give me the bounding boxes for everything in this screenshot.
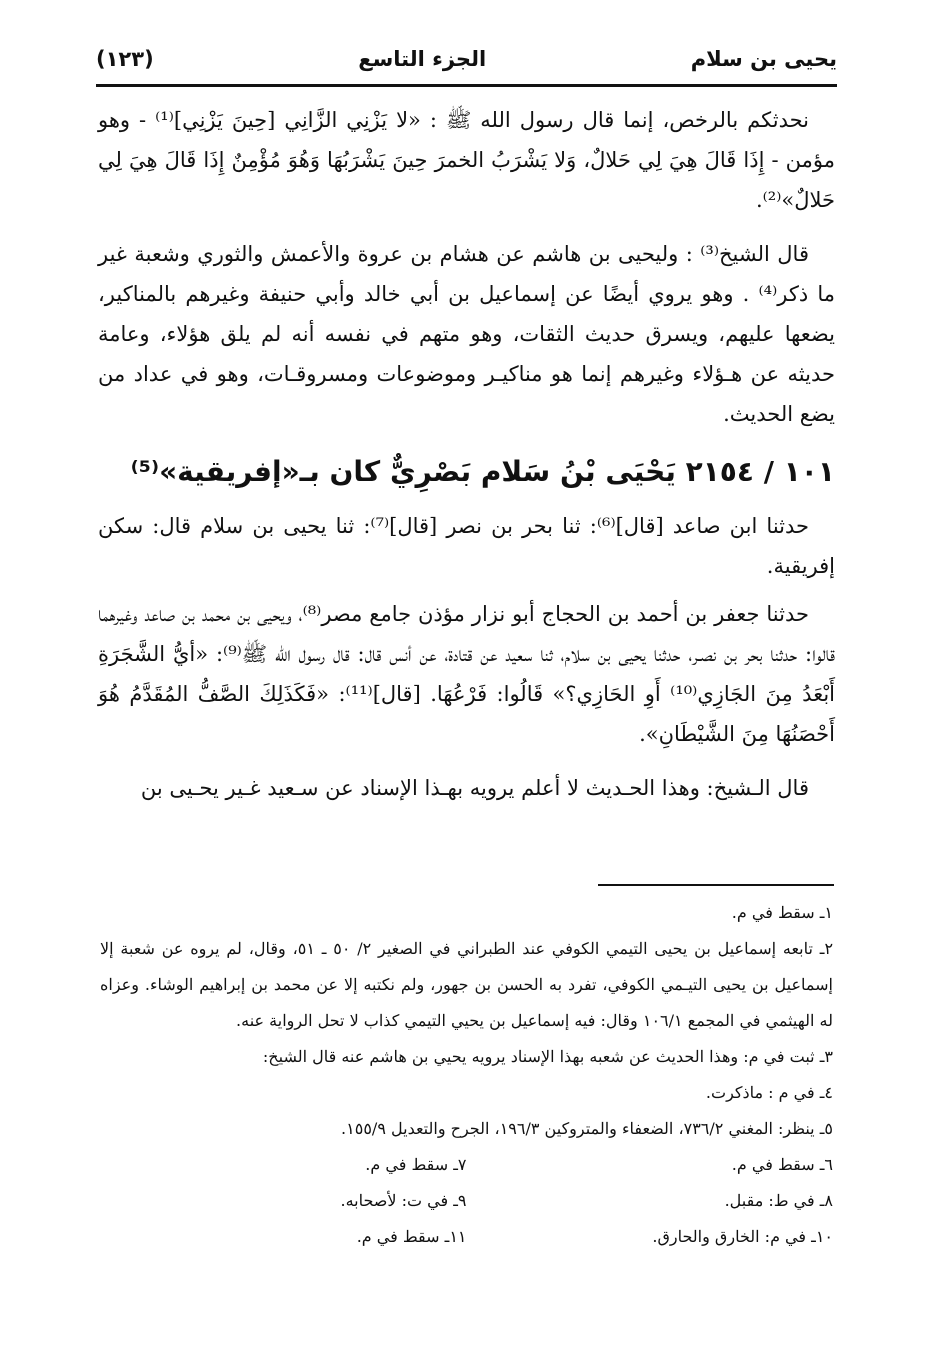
footnote-separator	[598, 884, 834, 886]
footnote: ٤ـ في م : ماذكرت.	[705, 1083, 833, 1102]
paragraph: قال الشيخ⁽³⁾ : وليحيى بن هاشم عن هشام بن عروة والأعمش والثوري وشعبة غير ما ذكر⁽⁴⁾ . وهو يروي أيضًا عن إسماعيل بن أبي خالد وأبي حنيفة وغيرهم بالمناكير، يضعها عليهم، ويسرق حديث الثقات، وهو متهم في نفسه أنه لم يلق هؤلاء، وعامة حديثه عن هـؤلاء وغيرهم إنما هو مناكيـر وموضوعات ومسروقـات، وهو في عداد من يضع الحديث.	[98, 242, 835, 426]
footnote: ١١ـ سقط في م.	[356, 1227, 467, 1246]
paragraph: حدثنا ابن صاعد [قال]⁽⁶⁾: ثنا بحر بن نصر [قال]⁽⁷⁾: ثنا يحيى بن سلام قال: سكن إفريقية.	[98, 514, 835, 578]
footnote: ٥ـ ينظر: المغني ٧٣٦/٢، الضعفاء والمتروكين ١٩٦/٣، الجرح والتعديل ١٥٥/٩.	[341, 1119, 833, 1138]
footnote: ٦ـ سقط في م.	[731, 1155, 833, 1174]
running-header	[96, 38, 837, 80]
footnote: ٢ـ تابعه إسماعيل بن يحيى التيمي الكوفي عند الطبراني في الصغير ٢/ ٥٠ ـ ٥١، وقال، لم يروه عن شعبة إلا إسماعيل بن يحيى التيـمي الكوفي، تفرد به الحسن بن جهور، ولم نكتبه إلا عن محمد بن إبراهيم الوشاء. وعزاه له الهيثمي في المجمع ١٠٦/١ وقال: فيه إسماعيل بن يحيي التيمي كذاب لا تحل الرواية عنه.	[100, 939, 834, 1030]
header-page-number: (١٢٣)	[96, 47, 154, 71]
footnote: ٩ـ في ت: لأصحابه.	[340, 1191, 467, 1210]
paragraph: حدثنا جعفر بن أحمد بن الحجاج أبو نزار مؤذن جامع مصر⁽⁸⁾، ويحيى بن محمد بن صاعد وغيرهما قالوا: حدثنا بحر بن نصـر، حدثنا يحيى بن سلام، ثنا سعيد عن قتادة، عن أنس قال: قال رسول الله ﷺ⁽⁹⁾: «أيُّ الشَّجَرَةِ أَبْعَدُ مِنَ الجَازِي⁽¹⁰⁾ أَوِ الحَازِي؟» قَالُوا: فَرْعُهَا. [قال]⁽¹¹⁾: «فَكَذَلِكَ الصَّفُّ المُقَدَّمُ هُوَ أَحْصَنُهَا مِنَ الشَّيْطَانِ».	[98, 602, 836, 746]
footnote: ٨ـ في ط: مقبل.	[724, 1191, 833, 1210]
paragraph: قال الـشيخ: وهذا الحـديث لا أعلم يرويه بهـذا الإسناد عن سـعيد غـير يحـيى بن	[140, 776, 809, 800]
footnote: ٣ـ ثبت في م: وهذا الحديث عن شعبه بهذا الإسناد يرويه يحيي بن هاشم عنه قال الشيخ:	[262, 1047, 833, 1066]
footnote: ١ـ سقط في م.	[731, 903, 833, 922]
footnote: ٧ـ سقط في م.	[365, 1155, 467, 1174]
paragraph: نحدثكم بالرخص، إنما قال رسول الله ﷺ : «لا يَزْنِي الزَّانِي [حِينَ يَزْنِي]⁽¹⁾ - وهو مؤمن - إِذَا قَالَ هِيَ لِي حَلالٌ، وَلا يَشْرَبُ الخمرَ حِينَ يَشْرَبُهَا وَهُوَ مُؤْمِنٌ إِذَا قَالَ هِيَ لِي حَلالٌ»⁽²⁾.	[98, 108, 835, 212]
section-heading: ١٠١ / ٢١٥٤ يَحْيَى بْنُ سَلام بَصْرِيٌّ كان بـ«إفريقية»⁽⁵⁾	[130, 455, 835, 488]
footnote-row	[100, 1183, 833, 1219]
header-author-title: يحيى بن سلام	[690, 47, 837, 71]
footnote-row	[100, 1147, 833, 1183]
header-rule	[96, 84, 837, 87]
header-volume-title: الجزء التاسع	[358, 47, 487, 71]
footnote-row	[100, 1219, 833, 1255]
footnotes	[100, 895, 833, 1255]
main-text	[98, 100, 835, 822]
footnote: ١٠ـ في م: الخارق والحارق.	[652, 1227, 833, 1246]
